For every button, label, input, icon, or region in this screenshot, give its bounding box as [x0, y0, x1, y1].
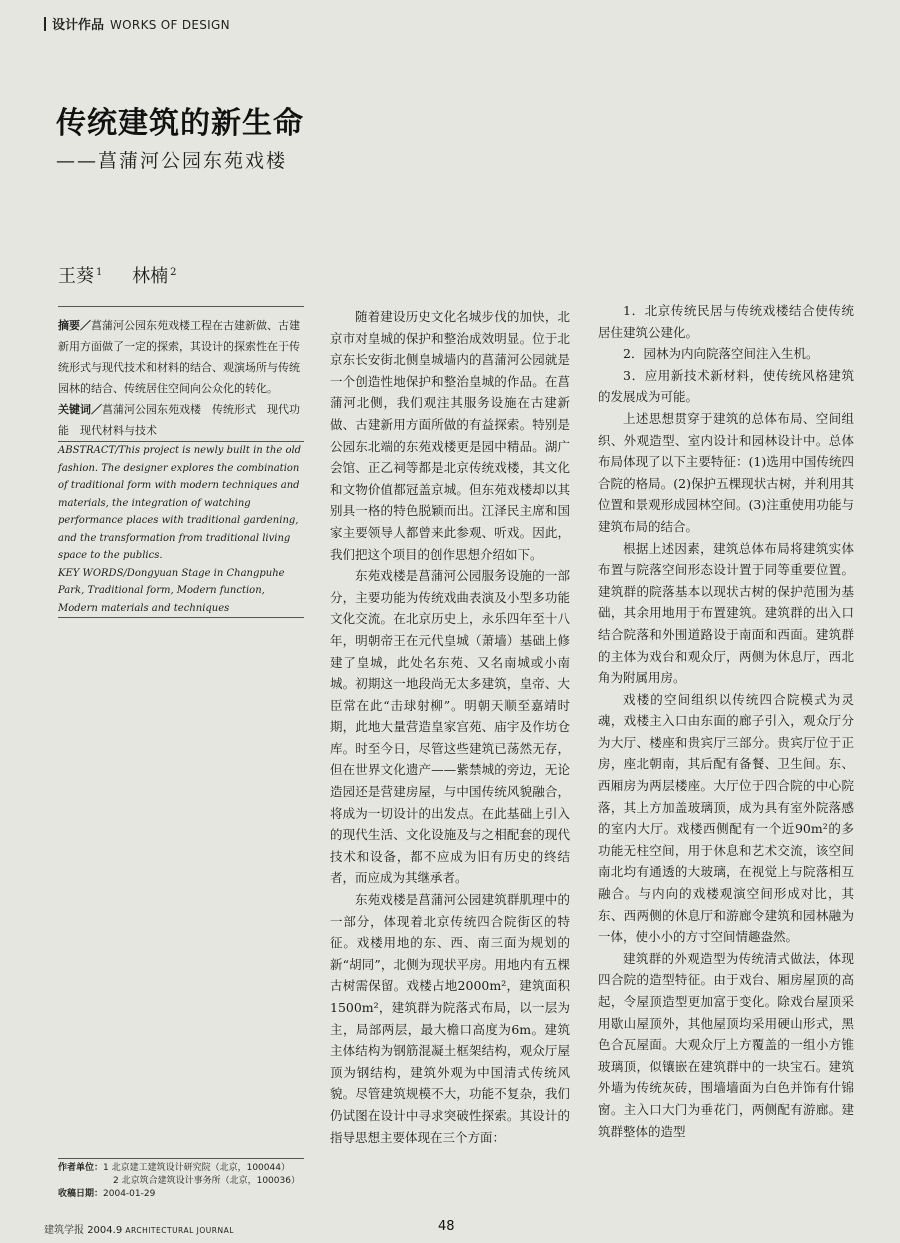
abstract-zh [58, 307, 304, 399]
footnote-rule [58, 1158, 304, 1159]
section-label-zh: 设计作品 [52, 18, 105, 33]
body-paragraph: 东苑戏楼是菖蒲河公园服务设施的一部分，主要功能为传统戏曲表演及小型多功能文化交流。在北京历史上，永乐四年至十八年，明朝帝王在元代皇城（萧墙）基础上修建了皇城，此处名东苑、又名南城或小南城。初期这一地段尚无太多建筑，皇帝、大臣常在此“击球射柳”。明朝天顺至嘉靖时期，此地大量营造皇家宫苑、庙宇及作坊仓库。时至今日，尽管这些建筑已荡然无存，但在世界文化遗产——紫禁城的旁边，无论造园还是营建房屋，与中国传统风貌融合，将成为一切设计的出发点。在此基础上引入的现代生活、文化设施及与之相配套的现代技术和设备，都不应成为旧有历史的终结者，而应成为其继承者。 [330, 568, 570, 886]
abstract-zh-label: 摘要／ [58, 319, 91, 332]
body-paragraph: 上述思想贯穿于建筑的总体布局、空间组织、外观造型、室内设计和园林设计中。总体布局体现了以下主要特征：(1)选用中国传统四合院的格局。(2)保护五棵现状古树，并利用其位置和景观形成园林空间。(3)注重使用功能与建筑布局的结合。 [598, 410, 854, 534]
abstract-en-text: This project is newly built in the old fashion. The designer explores the combination of traditional form with modern techniques and materials, the integration of watching performance places with traditional gardening, and the transformation from traditional living space to the publics. [58, 445, 302, 561]
keywords-en-text: Dongyuan Stage in Changpuhe Park, Traditional form, Modern function, Modern materials and techniques [58, 567, 285, 614]
body-paragraph: 随着建设历史文化名城步伐的加快，北京市对皇城的保护和整治成效明显。位于北京东长安街北侧皇城墙内的菖蒲河公园就是一个创造性地保护和整治皇城的作品。在菖蒲河北侧，我们观注其服务设施在古建新做、古建新用方面所做的有益探索。特别是公园东北端的东苑戏楼更是园中精品。湖广会馆、正乙祠等都是北京传统戏楼，其文化和文物价值都冠盖京城。但东苑戏楼却以其别具一格的特色脱颖而出。江泽民主席和国家主要领导人都曾来此参观、听戏。因此，我们把这个项目的创作思想介绍如下。 [330, 309, 570, 562]
journal-footer [44, 1221, 234, 1236]
body-paragraph: 戏楼的空间组织以传统四合院模式为灵魂，戏楼主入口由东面的廊子引入，观众厅分为大厅、楼座和贵宾厅三部分。贵宾厅位于正房，座北朝南，其后配有备餐、卫生间。东、西厢房为两层楼座。大厅位于四合院的中心院落，其上方加盖玻璃顶，成为具有室外院落感的室内大厅。戏楼西侧配有一个近90m²的多功能无柱空间，用于休息和艺术交流，该空间南北均有通透的大玻璃，在视觉上与院落相互融合。与内向的戏楼观演空间形成对比，其东、西两侧的休息厅和游廊令建筑和园林融为一体，使小小的方寸空间情趣盎然。 [598, 691, 854, 945]
list-item: 1．北京传统民居与传统戏楼结合使传统居住建筑公建化。 [598, 303, 854, 340]
author-affiliation-mark: 2 [170, 267, 177, 278]
body-paragraph: 建筑群的外观造型为传统清式做法，体现四合院的造型特征。由于戏台、厢房屋顶的高起，令屋顶造型更加富于变化。除戏台屋顶采用歇山屋顶外，其他屋顶均采用硬山形式，黑色合瓦屋面。大观众厅上方覆盖的一组小方锥玻璃顶，似镶嵌在建筑群中的一块宝石。建筑外墙为传统灰砖，围墙墙面为白色并饰有什锦窗。主入口大门为垂花门，两侧配有游廊。建筑群整体的造型 [598, 950, 854, 1139]
journal-issue: 2004.9 [87, 1225, 123, 1236]
author-name: 王葵 [58, 266, 94, 287]
author-affiliation-mark: 1 [96, 267, 103, 278]
journal-name-en: ARCHITECTURAL JOURNAL [125, 1226, 234, 1235]
received-date-label: 收稿日期： [58, 1189, 104, 1199]
keywords-zh-text: 菖蒲河公园东苑戏楼 传统形式 现代功能 现代材料与技术 [58, 403, 300, 437]
header-bar [44, 17, 46, 31]
body-paragraph: 根据上述因素，建筑总体布局将建筑实体布置与院落空间形态设计置于同等重要位置。建筑群的院落基本以现状古树的保护范围为基础，其余用地用于布置建筑。建筑群的出入口结合院落和外围道路设于南面和西面。建筑群的主体为戏台和观众厅，两侧为休息厅，西北角为附属用房。 [598, 540, 854, 686]
affiliation-1: 1 北京建工建筑设计研究院（北京，100044） [103, 1163, 290, 1173]
list-item: 3．应用新技术新材料，使传统风格建筑的发展成为可能。 [598, 367, 854, 405]
keywords-zh-label: 关键词／ [58, 403, 102, 416]
affiliation-label: 作者单位： [58, 1163, 104, 1173]
abstract-block [58, 306, 304, 618]
abstract-en-label: ABSTRACT/ [58, 445, 119, 456]
body-paragraph: 东苑戏楼是菖蒲河公园建筑群肌理中的一部分，体现着北京传统四合院街区的特征。戏楼用地的东、西、南三面为规划的新“胡同”，北侧为现状平房。用地内有五棵古树需保留。戏楼占地2000m²，建筑面积1500m²，建筑群为院落式布局，以一层为主，局部两层，最大檐口高度为6m。建筑主体结构为钢筋混凝土框架结构，观众厅屋顶为钢结构，建筑外观为中国清式传统风貌。尽管建筑规模不大，功能不复杂，我们仍试图在设计中寻求突破性探索。其设计的指导思想主要体现在三个方面： [330, 892, 570, 1145]
keywords-zh [58, 399, 304, 441]
body-column-2 [598, 300, 854, 1142]
author-footnote [58, 1158, 304, 1201]
section-label-en: WORKS OF DESIGN [110, 18, 230, 32]
abstract-bottom-rule [58, 617, 304, 618]
affiliation-2: 2 北京筑合建筑设计事务所（北京，100036） [113, 1176, 300, 1186]
section-header [44, 14, 230, 33]
author-name: 林楠 [132, 266, 169, 287]
article-subtitle: ——菖蒲河公园东苑戏楼 [56, 150, 288, 172]
body-column-1 [330, 306, 570, 1148]
received-date: 2004-01-29 [103, 1189, 156, 1199]
abstract-zh-text: 菖蒲河公园东苑戏楼工程在古建新做、古建新用方面做了一定的探索，其设计的探索性在于传统形式与现代技术和材料的结合、观演场所与传统园林的结合、传统居住空间向公众化的转化。 [58, 319, 300, 395]
journal-name-zh: 建筑学报 [44, 1225, 84, 1236]
abstract-en [58, 442, 304, 565]
keywords-en-label: KEY WORDS/ [58, 567, 127, 579]
keywords-en [58, 565, 304, 618]
list-item: 2．园林为内向院落空间注入生机。 [623, 346, 819, 362]
page-number: 48 [438, 1219, 455, 1234]
authors [58, 262, 176, 288]
article-title: 传统建筑的新生命 [56, 106, 304, 141]
